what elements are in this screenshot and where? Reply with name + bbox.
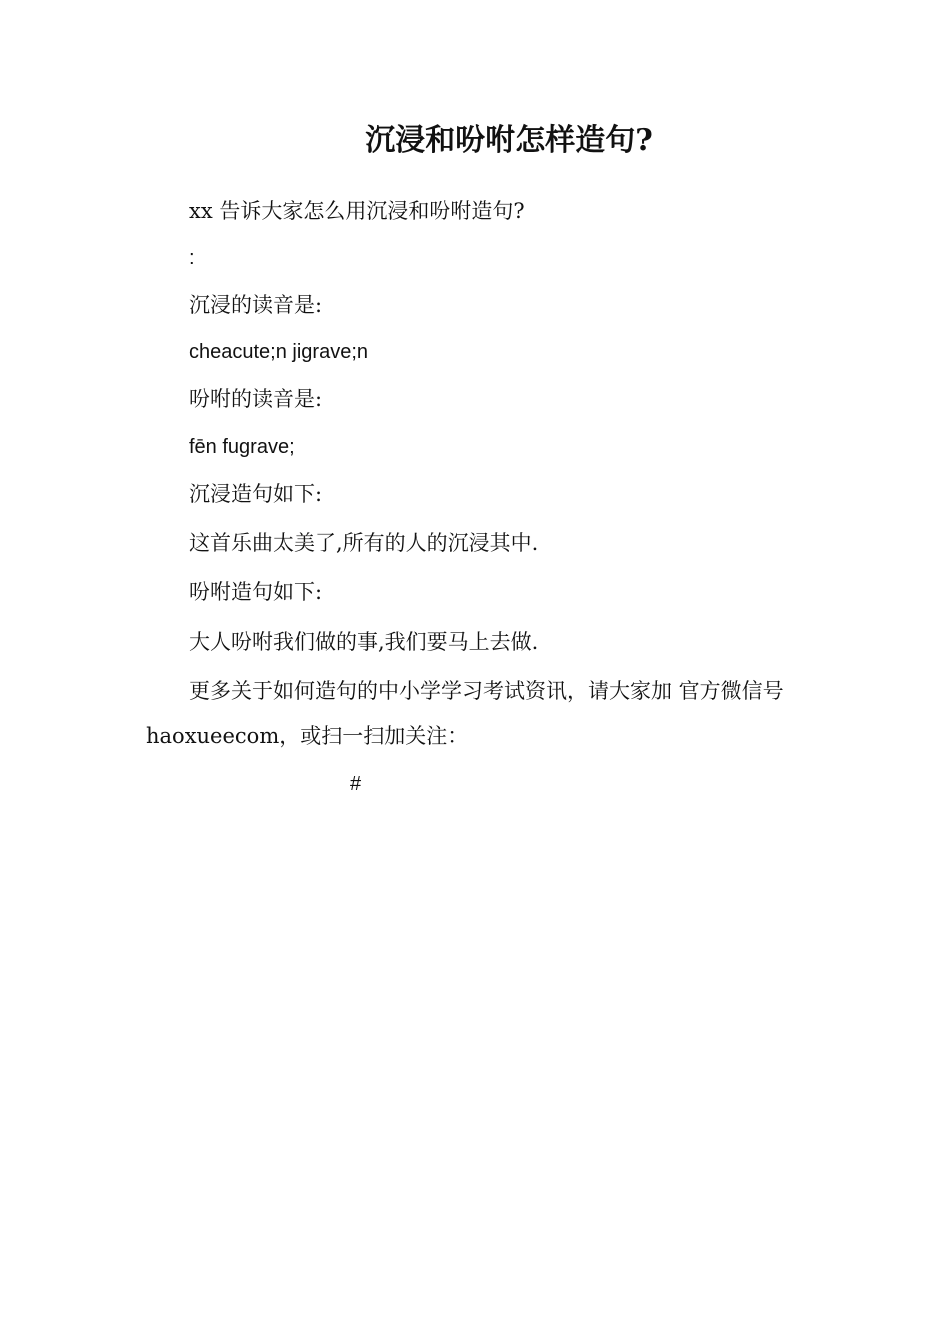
- paragraph-fenfu-pronunciation: fēn fugrave;: [189, 436, 295, 458]
- paragraph-fenfu-example: 大人吩咐我们做的事,我们要马上去做.: [189, 630, 539, 654]
- paragraph-chenjin-pronunciation: cheacute;n jigrave;n: [189, 341, 369, 363]
- paragraph-colon: :: [189, 247, 195, 269]
- paragraph-chenjin-example-label: 沉浸造句如下:: [189, 482, 323, 506]
- paragraph-closing: 更多关于如何造句的中小学学习考试资讯，请大家加 官方微信号 haoxueecom，或扫一扫加关注：: [146, 679, 784, 748]
- paragraph-fenfu-pronunciation-label: 吩咐的读音是:: [189, 387, 323, 411]
- paragraph-chenjin-pronunciation-label: 沉浸的读音是:: [189, 293, 323, 317]
- paragraph-intro: xx 告诉大家怎么用沉浸和吩咐造句?: [189, 199, 525, 223]
- document-title: 沉浸和吩咐怎样造句?: [365, 123, 653, 158]
- paragraph-fenfu-example-label: 吩咐造句如下:: [189, 580, 323, 604]
- paragraph-chenjin-example: 这首乐曲太美了,所有的人的沉浸其中.: [189, 531, 539, 555]
- footer-mark: #: [350, 773, 362, 795]
